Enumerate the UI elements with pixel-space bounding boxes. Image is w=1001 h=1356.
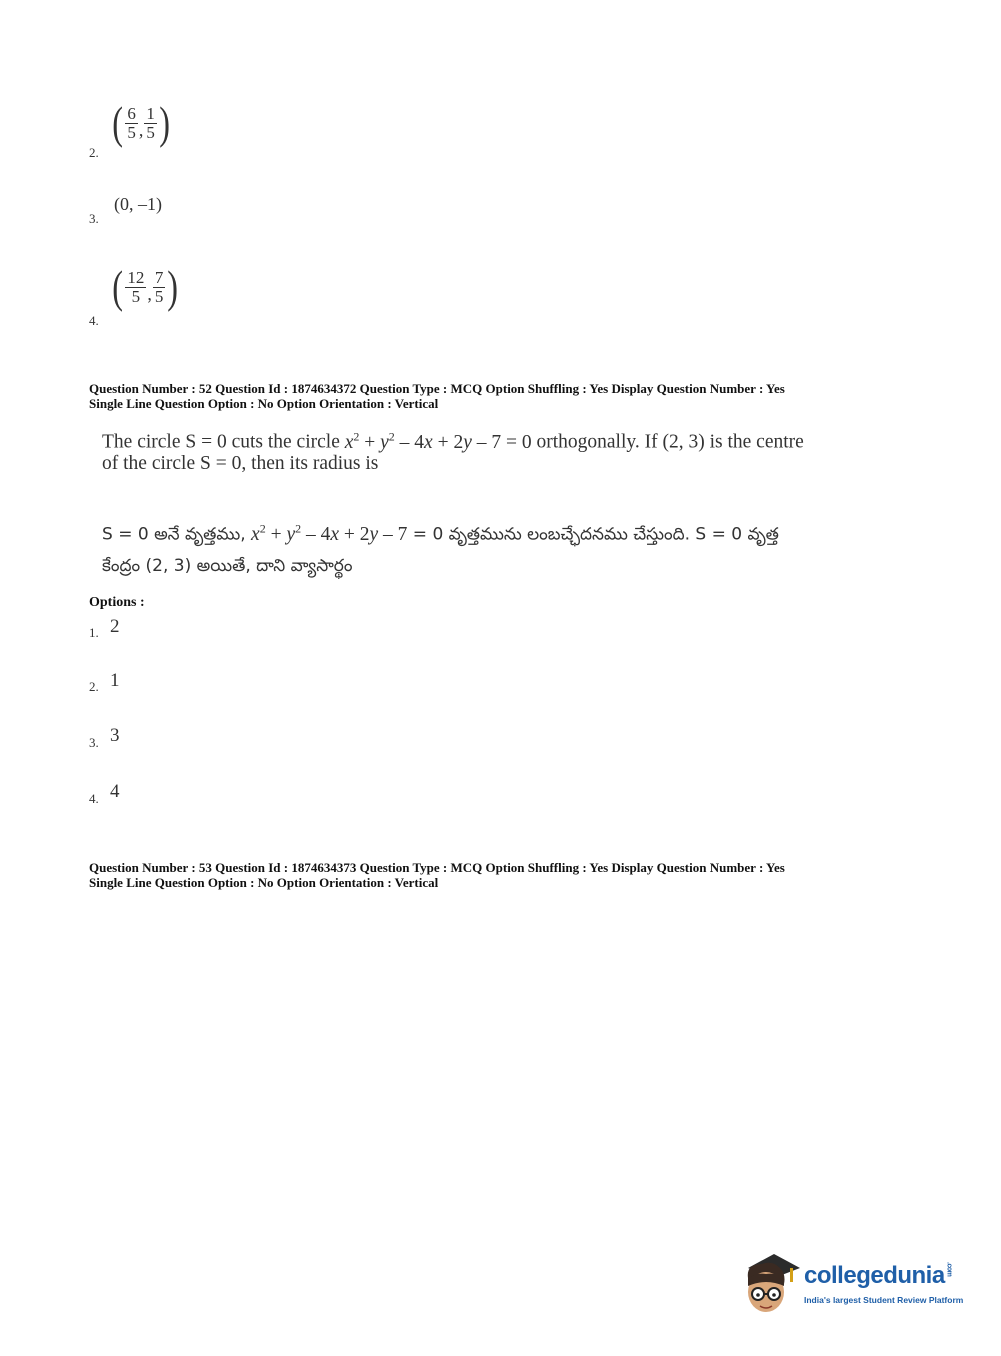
fraction-denominator: 5	[131, 286, 141, 306]
question-meta-line2: Single Line Question Option : No Option Orientation : Vertical	[89, 396, 439, 411]
fraction-denominator: 5	[127, 122, 136, 142]
option-number: 3.	[89, 735, 99, 750]
option-number: 2.	[89, 145, 99, 160]
option-value: ( $\frac{12}{5}$ , $\frac{7}{5}$ )	[112, 261, 179, 312]
option-value: 3	[110, 725, 120, 746]
option-value: 4	[110, 781, 120, 802]
text-segment: The circle S = 0 cuts the circle	[102, 431, 345, 453]
circle-equation: $x^2 + y^2 - 4x + 2y - 7 = 0$	[344, 429, 532, 453]
question-meta-line2: Single Line Question Option : No Option Orientation : Vertical	[89, 875, 439, 890]
option-number: 2.	[89, 679, 99, 694]
text-segment: S = 0 అనే వృత్తము,	[102, 524, 252, 545]
question-text-telugu-line1	[102, 515, 779, 552]
fraction-denominator: 5	[146, 122, 155, 142]
option-number: 1.	[89, 625, 99, 640]
logo-tagline: India's largest Student Review Platform	[804, 1295, 964, 1305]
question-text-telugu-line2: కేంద్రం (2, 3) అయితే, దాని వ్యాసార్థం	[102, 556, 353, 576]
option-value: ( $\frac{6}{5}$ , $\frac{1}{5}$ )	[112, 97, 170, 148]
fraction-numerator: 1	[146, 103, 155, 123]
option-number: 4.	[89, 313, 99, 328]
option-value: 1	[110, 670, 120, 691]
circle-equation: $x^2 + y^2 - 4x + 2y - 7$	[251, 521, 408, 545]
option-number: 4.	[89, 791, 99, 806]
fraction-denominator: 5	[154, 286, 164, 306]
question-meta-line1: Question Number : 53 Question Id : 1874634373 Question Type : MCQ Option Shuffling : Yes Display Question Number : Yes	[89, 860, 785, 875]
option-value: 2	[110, 616, 120, 637]
options-label: Options :	[89, 595, 145, 610]
option-value: (0, –1)	[114, 194, 162, 214]
logo-wordmark	[804, 1262, 953, 1290]
question-text-english-line2: of the circle S = 0, then its radius is	[102, 453, 379, 474]
logo-name: collegedunia	[804, 1262, 945, 1289]
mascot-icon	[740, 1250, 802, 1316]
collegedunia-logo	[740, 1250, 970, 1320]
option-number: 3.	[89, 211, 99, 226]
text-segment: orthogonally. If (2, 3) is the centre	[531, 431, 804, 453]
logo-tld: .com	[945, 1262, 953, 1277]
fraction-numerator: 6	[127, 103, 136, 123]
fraction-numerator: 12	[127, 267, 145, 287]
text-segment: = 0 వృత్తమును లంబచ్ఛేదనము చేస్తుంది. S = 0 వృత్త	[407, 524, 779, 545]
question-meta-line1: Question Number : 52 Question Id : 1874634372 Question Type : MCQ Option Shuffling : Yes Display Question Number : Yes	[89, 381, 785, 396]
fraction-numerator: 7	[154, 267, 164, 287]
